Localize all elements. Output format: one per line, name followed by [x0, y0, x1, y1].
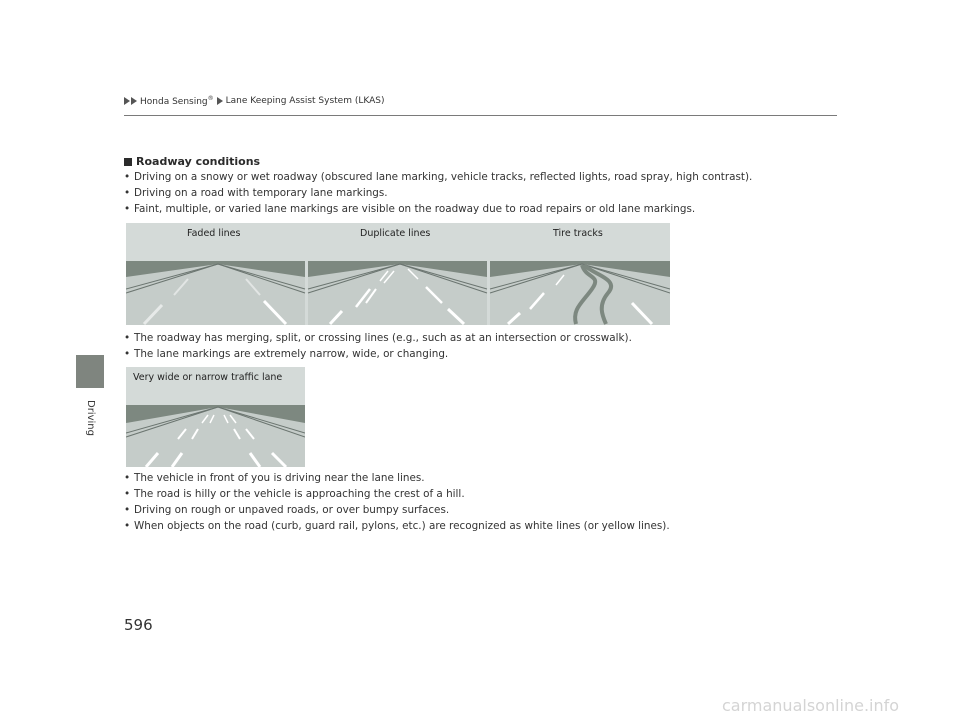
figure-label: Duplicate lines [360, 228, 431, 239]
list-item: • The roadway has merging, split, or crossing lines (e.g., such as at an intersection or crosswalk). [124, 330, 632, 346]
bullet-list [124, 470, 670, 534]
list-item: • The vehicle in front of you is driving near the lane lines. [124, 470, 670, 486]
section-tab-label: Driving [85, 400, 96, 436]
bullet-list [124, 169, 752, 217]
duplicate-lines-road [308, 261, 487, 325]
breadcrumb [124, 95, 384, 107]
figure-label: Tire tracks [553, 228, 603, 239]
section-tab [76, 355, 104, 388]
list-item: • Driving on rough or unpaved roads, or over bumpy surfaces. [124, 502, 670, 518]
list-item: • Driving on a road with temporary lane markings. [124, 185, 752, 201]
list-item: • The lane markings are extremely narrow, wide, or changing. [124, 346, 632, 362]
bullet-list [124, 330, 632, 362]
breadcrumb-arrow-icon [131, 97, 137, 105]
road-figure [126, 223, 670, 329]
section-heading-text: Roadway conditions [136, 155, 261, 168]
list-item: • When objects on the road (curb, guard rail, pylons, etc.) are recognized as white lines (or yellow lines). [124, 518, 670, 534]
breadcrumb-arrow-icon [217, 97, 223, 105]
breadcrumb-item[interactable]: Honda Sensing® [140, 95, 214, 107]
section-heading [124, 155, 260, 168]
faded-lines-road [126, 261, 305, 325]
figure-label: Faded lines [187, 228, 241, 239]
list-item: • The road is hilly or the vehicle is approaching the crest of a hill. [124, 486, 670, 502]
header-rule [124, 115, 837, 116]
list-item: • Driving on a snowy or wet roadway (obscured lane marking, vehicle tracks, reflected lights, road spray, high contrast). [124, 169, 752, 185]
watermark[interactable]: carmanualsonline.info [722, 696, 900, 715]
tire-tracks-road [490, 261, 670, 325]
list-item: • Faint, multiple, or varied lane markings are visible on the roadway due to road repairs or old lane markings. [124, 201, 752, 217]
page-number: 596 [124, 616, 153, 634]
lane-width-figure [126, 367, 305, 471]
figure-label: Very wide or narrow traffic lane [133, 372, 283, 383]
breadcrumb-arrow-icon [124, 97, 130, 105]
square-bullet-icon [124, 158, 132, 166]
breadcrumb-item[interactable]: Lane Keeping Assist System (LKAS) [225, 96, 385, 106]
